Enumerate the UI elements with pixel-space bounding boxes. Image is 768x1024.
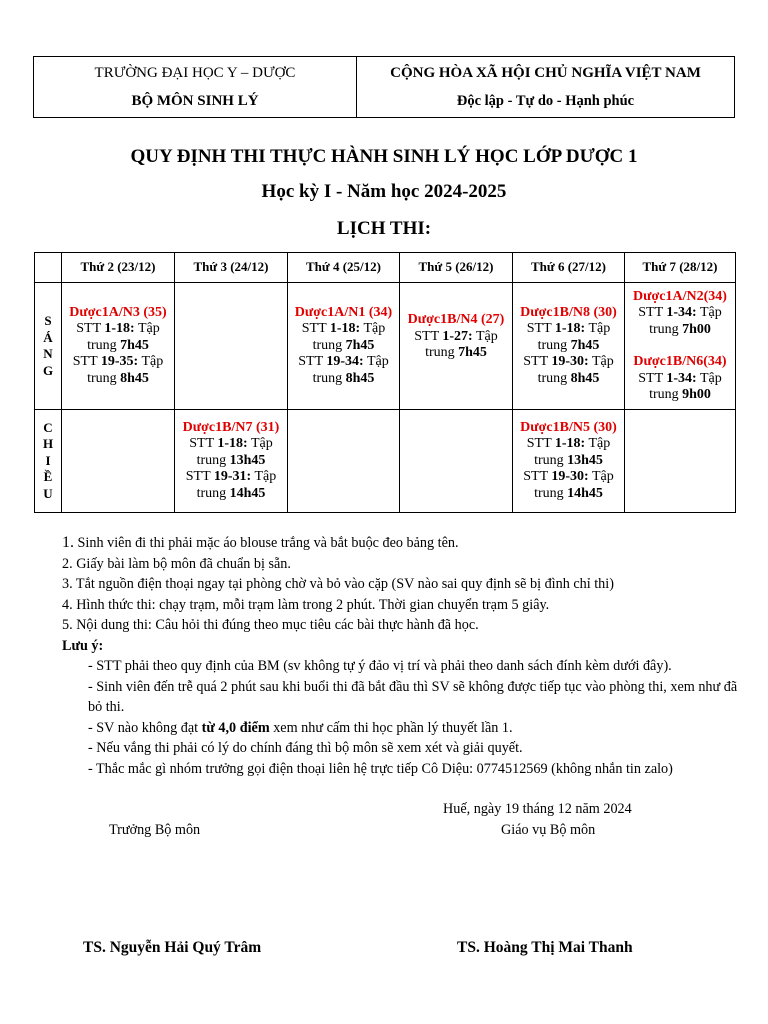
exam-cell: Dược1B/N7 (31) STT 1-18: Tập trung 13h45 STT 19-31: Tập trung 14h45 <box>175 410 288 513</box>
rule-item: 3. Tắt nguồn điện thoại ngay tại phòng chờ và bỏ vào cặp (SV nào sai quy định sẽ bị đình chỉ thi) <box>62 576 614 592</box>
rule-item: 1. Sinh viên đi thi phải mặc áo blouse trắng và bắt buộc đeo bảng tên. <box>62 534 459 551</box>
empty-cell <box>175 283 288 410</box>
exam-schedule-table <box>34 252 736 513</box>
morning-row <box>35 283 736 410</box>
note-item: - Thắc mắc gì nhóm trưởng gọi điện thoại liên hệ trực tiếp Cô Diệu: 0774512569 (không nhắn tin zalo) <box>88 760 673 777</box>
rules-section <box>62 533 752 779</box>
right-signer-title: Giáo vụ Bộ môn <box>501 822 596 838</box>
note-item: - STT phải theo quy định của BM (sv không tự ý đảo vị trí và phải theo danh sách đính kèm dưới đây). <box>88 658 672 674</box>
national-motto: Độc lập - Tự do - Hạnh phúc <box>456 93 635 109</box>
note-label: Lưu ý: <box>62 637 104 654</box>
left-signer-title: Trưởng Bộ môn <box>109 822 201 838</box>
day-header: Thứ 4 (25/12) <box>288 253 400 283</box>
day-header: Thứ 2 (23/12) <box>62 253 175 283</box>
table-header-row <box>35 253 736 283</box>
day-header: Thứ 6 (27/12) <box>513 253 625 283</box>
header-right <box>357 57 734 117</box>
empty-cell <box>625 410 736 513</box>
corner-cell <box>35 253 62 283</box>
day-header: Thứ 3 (24/12) <box>175 253 288 283</box>
exam-cell: Dược1A/N2(34) STT 1-34: Tập trung 7h00 Dược1B/N6(34) STT 1-34: Tập trung 9h00 <box>625 283 736 410</box>
empty-cell <box>400 410 513 513</box>
department-name: BỘ MÔN SINH LÝ <box>131 93 259 109</box>
signing-date: Huế, ngày 19 tháng 12 năm 2024 <box>443 801 632 817</box>
afternoon-row <box>35 410 736 513</box>
note-item: - Nếu vắng thi phải có lý do chính đáng thì bộ môn sẽ xem xét và giải quyết. <box>88 740 523 756</box>
morning-label: S Á N G <box>35 283 62 410</box>
national-title: CỘNG HÒA XÃ HỘI CHỦ NGHĨA VIỆT NAM <box>390 65 701 81</box>
afternoon-label: C H I Ề U <box>35 410 62 513</box>
header-box <box>33 56 735 118</box>
rule-item: 4. Hình thức thi: chạy trạm, mỗi trạm làm trong 2 phút. Thời gian chuyển trạm 5 giây. <box>62 596 550 613</box>
exam-cell: Dược1B/N8 (30) STT 1-18: Tập trung 7h45 STT 19-30: Tập trung 8h45 <box>513 283 625 410</box>
empty-cell <box>288 410 400 513</box>
day-header: Thứ 7 (28/12) <box>625 253 736 283</box>
left-signer-name: TS. Nguyễn Hải Quý Trâm <box>83 939 262 956</box>
day-header: Thứ 5 (26/12) <box>400 253 513 283</box>
document-subtitle: Học kỳ I - Năm học 2024-2025 <box>261 181 507 202</box>
empty-cell <box>62 410 175 513</box>
exam-cell: Dược1A/N3 (35) STT 1-18: Tập trung 7h45 STT 19-35: Tập trung 8h45 <box>62 283 175 410</box>
header-left <box>34 57 357 117</box>
document-title: QUY ĐỊNH THI THỰC HÀNH SINH LÝ HỌC LỚP DƯỢC 1 <box>130 146 638 167</box>
university-name: TRƯỜNG ĐẠI HỌC Y – DƯỢC <box>94 65 296 81</box>
exam-cell: Dược1B/N5 (30) STT 1-18: Tập trung 13h45 STT 19-30: Tập trung 14h45 <box>513 410 625 513</box>
schedule-heading: LỊCH THI: <box>336 218 432 239</box>
rule-item: 2. Giấy bài làm bộ môn đã chuẩn bị sẵn. <box>62 555 291 572</box>
exam-cell: Dược1A/N1 (34) STT 1-18: Tập trung 7h45 STT 19-34: Tập trung 8h45 <box>288 283 400 410</box>
rule-item: 5. Nội dung thi: Câu hỏi thi đúng theo mục tiêu các bài thực hành đã học. <box>62 617 479 633</box>
note-item: - Sinh viên đến trễ quá 2 phút sau khi buổi thi đã bắt đầu thì SV sẽ không được tiếp tục vào phòng thi, xem như đã bỏ thi. <box>88 678 738 715</box>
right-signer-name: TS. Hoàng Thị Mai Thanh <box>457 939 633 956</box>
exam-cell: Dược1B/N4 (27) STT 1-27: Tập trung 7h45 <box>400 283 513 410</box>
note-item: - SV nào không đạt từ 4,0 điểm xem như cấm thi học phần lý thuyết lần 1. <box>88 719 513 736</box>
